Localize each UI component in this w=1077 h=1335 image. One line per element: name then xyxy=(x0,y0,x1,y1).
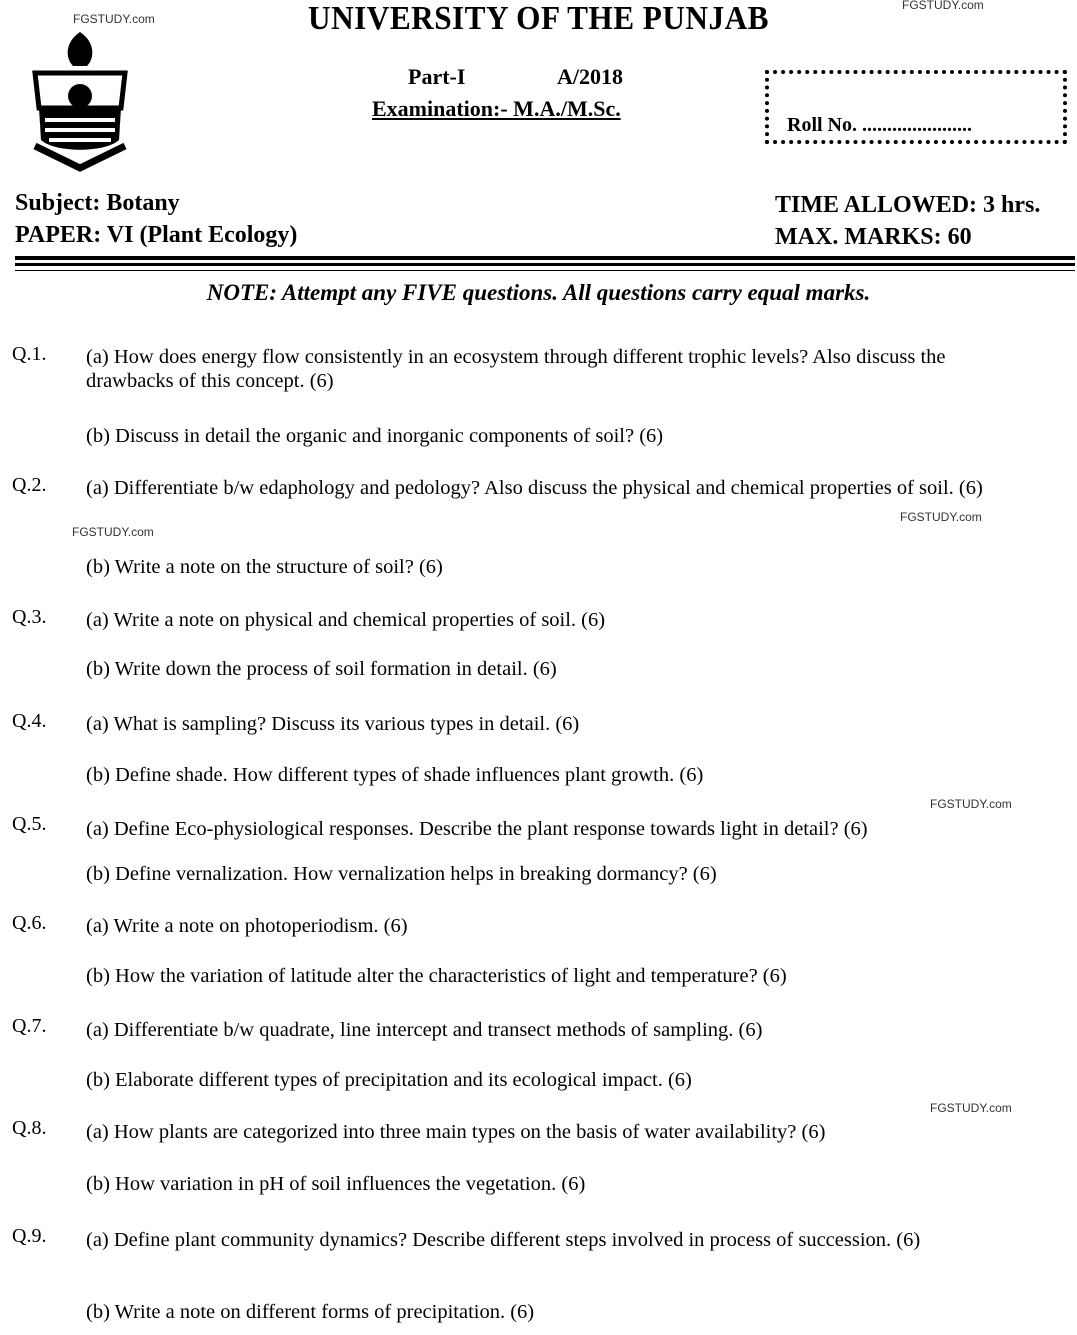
question-part-a: (a) Define Eco-physiological responses. Describe the plant response towards light in detail? (6) xyxy=(86,818,868,840)
question-number: Q.1. xyxy=(12,343,47,365)
question-part-a: (a) Differentiate b/w edaphology and pedology? Also discuss the physical and chemical properties of soil. (6) xyxy=(86,477,983,499)
time-allowed: TIME ALLOWED: 3 hrs. xyxy=(775,192,1041,218)
watermark: FGSTUDY.com xyxy=(72,525,154,539)
watermark: FGSTUDY.com xyxy=(930,1101,1012,1115)
question-part-a: (a) How plants are categorized into three main types on the basis of water availability? (6) xyxy=(86,1121,826,1143)
watermark: FGSTUDY.com xyxy=(930,797,1012,811)
exam-part: Part-I xyxy=(408,64,466,89)
question-part-b: (b) Discuss in detail the organic and inorganic components of soil? (6) xyxy=(86,425,664,447)
max-marks: MAX. MARKS: 60 xyxy=(775,224,972,250)
paper-name: PAPER: VI (Plant Ecology) xyxy=(15,222,298,248)
question-part-a: (a) What is sampling? Discuss its various types in detail. (6) xyxy=(86,713,580,735)
question-part-b: (b) Define shade. How different types of shade influences plant growth. (6) xyxy=(86,764,704,786)
university-crest-logo xyxy=(25,28,135,173)
divider xyxy=(15,256,1075,260)
exam-session: A/2018 xyxy=(557,64,623,89)
examination-name: Examination:- M.A./M.Sc. xyxy=(372,96,621,121)
question-number: Q.5. xyxy=(12,813,47,835)
question-part-a: (a) Differentiate b/w quadrate, line intercept and transect methods of sampling. (6) xyxy=(86,1019,763,1041)
university-title: UNIVERSITY OF THE PUNJAB xyxy=(308,0,769,37)
question-part-a: (a) Write a note on physical and chemical properties of soil. (6) xyxy=(86,609,606,631)
roll-number-field: Roll No. ...................... xyxy=(787,114,972,136)
watermark: FGSTUDY.com xyxy=(900,510,982,524)
question-number: Q.6. xyxy=(12,912,47,934)
watermark: FGSTUDY.com xyxy=(73,12,155,26)
subject: Subject: Botany xyxy=(15,190,180,216)
question-part-b: (b) Write down the process of soil formation in detail. (6) xyxy=(86,658,557,680)
divider xyxy=(15,263,1075,266)
question-part-b: (b) How the variation of latitude alter the characteristics of light and temperature? (6) xyxy=(86,965,787,987)
question-part-a: (a) Define plant community dynamics? Describe different steps involved in process of succession. (6) xyxy=(86,1229,921,1251)
question-part-a: (a) Write a note on photoperiodism. (6) xyxy=(86,915,408,937)
question-number: Q.4. xyxy=(12,710,47,732)
instructions-note: NOTE: Attempt any FIVE questions. All questions carry equal marks. xyxy=(206,280,871,305)
question-number: Q.9. xyxy=(12,1225,47,1247)
question-part-b: (b) Define vernalization. How vernalization helps in breaking dormancy? (6) xyxy=(86,863,717,885)
question-part-b: (b) Elaborate different types of precipitation and its ecological impact. (6) xyxy=(86,1069,692,1091)
question-number: Q.7. xyxy=(12,1015,47,1037)
question-number: Q.8. xyxy=(12,1117,47,1139)
question-part-a: (a) How does energy flow consistently in an ecosystem through different trophic levels? Also discuss the drawbacks of this concept. (6) xyxy=(86,346,946,392)
divider xyxy=(15,270,1075,271)
question-part-b: (b) Write a note on different forms of precipitation. (6) xyxy=(86,1301,535,1323)
watermark: FGSTUDY.com xyxy=(902,0,984,12)
question-number: Q.3. xyxy=(12,606,47,628)
question-part-b: (b) Write a note on the structure of soil? (6) xyxy=(86,556,443,578)
question-number: Q.2. xyxy=(12,474,47,496)
question-part-b: (b) How variation in pH of soil influences the vegetation. (6) xyxy=(86,1173,586,1195)
